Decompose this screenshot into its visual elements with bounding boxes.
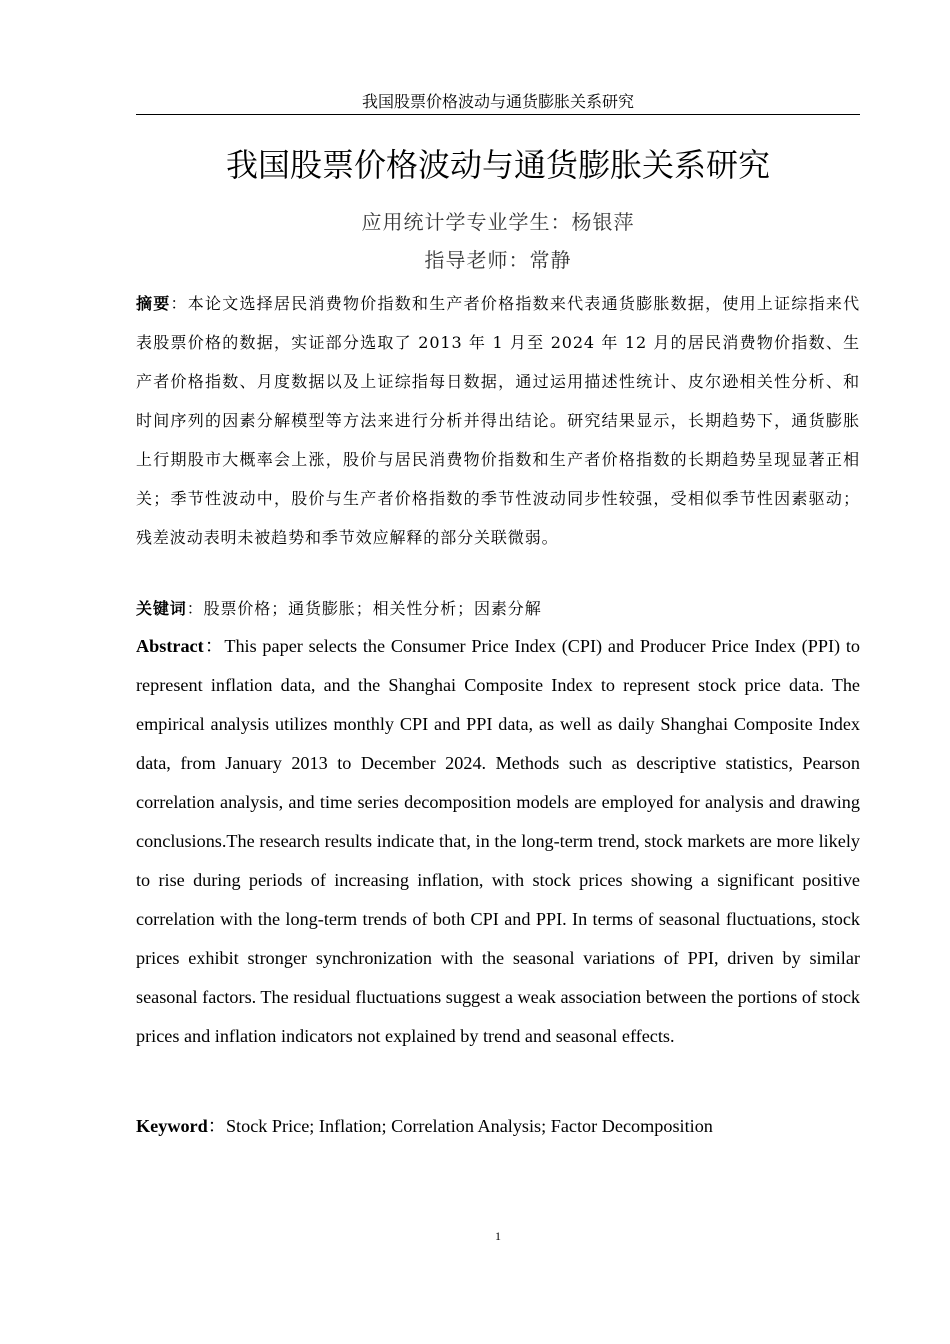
running-header: 我国股票价格波动与通货膨胀关系研究 (361, 92, 634, 111)
english-abstract-text: This paper selects the Consumer Price Index (CPI) and Producer Price Index (PPI) to represent inflation data, and the Shanghai Composite Index to represent stock price data. The empirical analysis utilizes monthly CPI and PPI data, as well as daily Shanghai Composite Index data, from January 2013 to December 2024. Methods such as descriptive statistics, Pearson correlation analysis, and time series decomposition models are employed for analysis and drawing conclusions.The research results indicate that, in the long-term trend, stock markets are more likely to rise during periods of increasing inflation, with stock prices showing a significant positive correlation with the long-term trends of both CPI and PPI. In terms of seasonal fluctuations, stock prices exhibit stronger synchronization with the seasonal variations of PPI, driven by similar seasonal factors. The residual fluctuations suggest a weak association between the portions of stock prices and inflation indicators not explained by trend and seasonal effects. (136, 636, 860, 1046)
english-abstract-label: Abstract (136, 636, 204, 656)
chinese-abstract-separator: ： (170, 294, 188, 313)
english-keywords-separator: ： (207, 1116, 226, 1136)
chinese-keywords-text: 股票价格；通货膨胀；相关性分析；因素分解 (203, 599, 542, 618)
advisor-line: 指导老师：常静 (424, 248, 572, 272)
page-title: 我国股票价格波动与通货膨胀关系研究 (225, 146, 770, 184)
chinese-abstract-text: 本论文选择居民消费物价指数和生产者价格指数来代表通货膨胀数据，使用上证综指来代表股票价格的数据，实证部分选取了 2013 年 1 月至 2024 年 12 月的居民消费物价指数、生产者价格指数、月度数据以及上证综指每日数据，通过运用描述性统计、皮尔逊相关性分析、和时间序列的因素分解模型等方法来进行分析并得出结论。研究结果显示，长期趋势下，通货膨胀上行期股市大概率会上涨，股价与居民消费物价指数和生产者价格指数的长期趋势呈现显著正相关；季节性波动中，股价与生产者价格指数的季节性波动同步性较强，受相似季节性因素驱动；残差波动表明未被趋势和季节效应解释的部分关联微弱。 (136, 294, 860, 547)
chinese-abstract-label: 摘要 (136, 294, 171, 313)
english-abstract (136, 627, 860, 1056)
chinese-keywords-label: 关键词 (136, 599, 187, 618)
english-abstract-separator: ： (203, 636, 225, 656)
author-line: 应用统计学专业学生：杨银萍 (361, 210, 635, 234)
english-keywords-label: Keyword (136, 1116, 208, 1136)
chinese-abstract (136, 284, 860, 557)
english-keywords (136, 1112, 860, 1140)
page-number: 1 (495, 1229, 501, 1243)
chinese-keywords-separator: ： (186, 599, 204, 618)
header-rule (136, 114, 860, 115)
chinese-keywords (136, 595, 860, 623)
english-keywords-text: Stock Price; Inflation; Correlation Analysis; Factor Decomposition (225, 1116, 713, 1136)
